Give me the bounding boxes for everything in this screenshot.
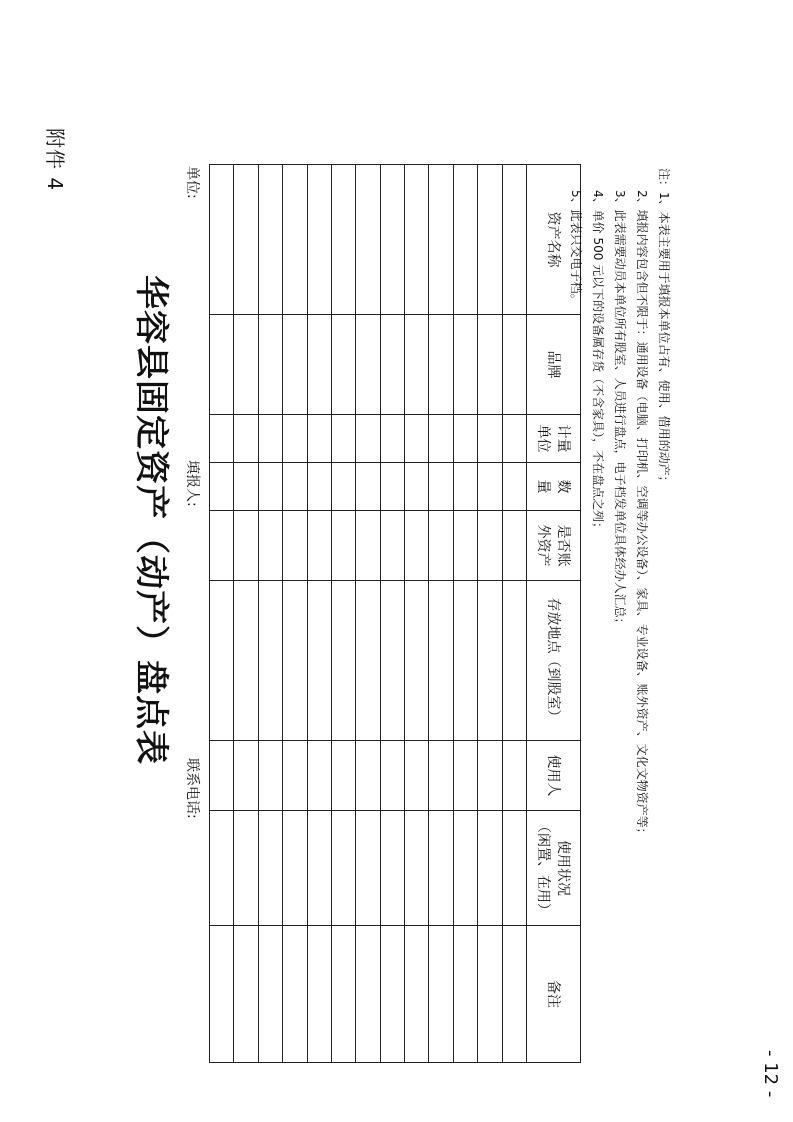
table-cell <box>258 315 282 415</box>
table-cell <box>502 926 526 1063</box>
table-cell <box>405 463 429 511</box>
table-cell <box>356 581 380 741</box>
table-cell <box>429 463 453 511</box>
table-cell <box>234 926 258 1063</box>
table-cell <box>405 926 429 1063</box>
table-cell <box>307 926 331 1063</box>
note-item: 3、此表需要动员本单位所有股室、人员进行盘点，电子档发单位具体经办人汇总； <box>613 190 627 630</box>
table-cell <box>429 741 453 811</box>
table-cell <box>405 315 429 415</box>
table-cell <box>478 415 502 463</box>
table-cell <box>478 165 502 315</box>
column-header-unit: 计量 单位 <box>527 415 581 463</box>
table-cell <box>283 511 307 581</box>
note-item: 2、填报内容包含但不限于：通用设备（电脑、打印机、空调等办公设备）、家具、专业设备、账外资产、文化文物资产等； <box>635 190 649 840</box>
table-row <box>234 165 258 1063</box>
table-cell <box>478 741 502 811</box>
table-cell <box>380 741 404 811</box>
table-row <box>502 165 526 1063</box>
table-cell <box>283 463 307 511</box>
table-cell <box>332 315 356 415</box>
table-cell <box>332 741 356 811</box>
table-cell <box>356 415 380 463</box>
table-cell <box>258 511 282 581</box>
table-row <box>453 165 477 1063</box>
table-cell <box>234 581 258 741</box>
table-cell <box>356 463 380 511</box>
table-row <box>478 165 502 1063</box>
table-cell <box>502 811 526 926</box>
filler-label: 填报人: <box>184 460 200 507</box>
column-header-location: 存放地点（到股室） <box>527 581 581 741</box>
table-cell <box>380 165 404 315</box>
table-cell <box>405 165 429 315</box>
table-cell <box>478 315 502 415</box>
table-cell <box>283 165 307 315</box>
table-cell <box>210 315 235 415</box>
table-cell <box>453 463 477 511</box>
table-row <box>380 165 404 1063</box>
table-cell <box>356 741 380 811</box>
table-cell <box>502 581 526 741</box>
table-cell <box>234 165 258 315</box>
note-item: 4、单价 500 元以下的设备属存货（不含家具），不在盘点之列； <box>591 190 605 535</box>
table-cell <box>453 811 477 926</box>
table-cell <box>234 463 258 511</box>
unit-label: 单位: <box>184 166 200 199</box>
table-cell <box>283 315 307 415</box>
column-header-quantity: 数 量 <box>527 463 581 511</box>
column-header-user: 使用人 <box>527 741 581 811</box>
table-cell <box>210 165 235 315</box>
table-cell <box>478 926 502 1063</box>
table-cell <box>356 811 380 926</box>
table-row <box>356 165 380 1063</box>
note-item: 5、此表只交电子档。 <box>569 190 583 306</box>
table-cell <box>258 165 282 315</box>
table-row <box>210 165 235 1063</box>
table-cell <box>356 926 380 1063</box>
page-number: - 12 - <box>760 1050 781 1098</box>
table-cell <box>307 463 331 511</box>
table-cell <box>380 315 404 415</box>
table-cell <box>429 165 453 315</box>
table-cell <box>234 315 258 415</box>
table-cell <box>307 415 331 463</box>
table-cell <box>332 415 356 463</box>
table-cell <box>380 581 404 741</box>
table-cell <box>332 511 356 581</box>
table-cell <box>453 315 477 415</box>
table-cell <box>356 511 380 581</box>
table-cell <box>356 165 380 315</box>
table-cell <box>332 581 356 741</box>
table-cell <box>283 811 307 926</box>
table-cell <box>307 165 331 315</box>
table-cell <box>502 165 526 315</box>
table-cell <box>234 511 258 581</box>
table-cell <box>405 581 429 741</box>
table-cell <box>429 415 453 463</box>
table-cell <box>380 511 404 581</box>
table-cell <box>502 741 526 811</box>
table-cell <box>210 741 235 811</box>
table-cell <box>429 315 453 415</box>
table-cell <box>478 463 502 511</box>
table-cell <box>258 463 282 511</box>
table-cell <box>380 415 404 463</box>
table-cell <box>210 581 235 741</box>
table-cell <box>405 811 429 926</box>
table-cell <box>405 741 429 811</box>
table-cell <box>332 165 356 315</box>
table-cell <box>283 741 307 811</box>
table-cell <box>332 463 356 511</box>
column-header-status: 使用状况 （闲置、在用） <box>527 811 581 926</box>
table-cell <box>356 315 380 415</box>
attachment-label: 附件 4 <box>43 128 67 192</box>
table-cell <box>332 811 356 926</box>
table-cell <box>380 811 404 926</box>
phone-label: 联系电话: <box>184 758 200 819</box>
table-row <box>332 165 356 1063</box>
table-cell <box>283 926 307 1063</box>
table-row <box>405 165 429 1063</box>
table-cell <box>453 741 477 811</box>
table-cell <box>332 926 356 1063</box>
table-cell <box>405 511 429 581</box>
table-cell <box>502 463 526 511</box>
table-cell <box>210 463 235 511</box>
table-cell <box>283 581 307 741</box>
table-cell <box>429 511 453 581</box>
table-cell <box>307 811 331 926</box>
table-cell <box>478 511 502 581</box>
table-cell <box>258 581 282 741</box>
column-header-off-book: 是否账 外资产 <box>527 511 581 581</box>
table-cell <box>380 463 404 511</box>
table-row <box>258 165 282 1063</box>
table-cell <box>429 581 453 741</box>
table-cell <box>234 415 258 463</box>
table-cell <box>453 926 477 1063</box>
note-item: 注：1、本表主要用于填报本单位占有、使用、借用的动产； <box>657 168 671 488</box>
table-cell <box>453 511 477 581</box>
column-header-remarks: 备注 <box>527 926 581 1063</box>
page-title: 华容县固定资产（动产）盘点表 <box>131 275 171 765</box>
table-cell <box>429 811 453 926</box>
table-row <box>429 165 453 1063</box>
table-cell <box>210 811 235 926</box>
column-header-asset-name: 资产名称 <box>527 165 581 315</box>
table-cell <box>478 811 502 926</box>
table-cell <box>405 415 429 463</box>
asset-inventory-table <box>209 164 581 1063</box>
table-row <box>307 165 331 1063</box>
table-cell <box>258 811 282 926</box>
table-cell <box>283 415 307 463</box>
table-cell <box>234 741 258 811</box>
table-cell <box>307 741 331 811</box>
column-header-brand: 品牌 <box>527 315 581 415</box>
table-cell <box>307 511 331 581</box>
table-cell <box>307 581 331 741</box>
table-cell <box>210 415 235 463</box>
table-cell <box>210 511 235 581</box>
table-cell <box>502 511 526 581</box>
table-cell <box>234 811 258 926</box>
table-cell <box>478 581 502 741</box>
table-cell <box>502 315 526 415</box>
table-cell <box>429 926 453 1063</box>
table-cell <box>453 415 477 463</box>
table-cell <box>258 926 282 1063</box>
table-cell <box>380 926 404 1063</box>
table-cell <box>258 415 282 463</box>
table-cell <box>453 165 477 315</box>
table-cell <box>453 581 477 741</box>
table-cell <box>210 926 235 1063</box>
table-cell <box>307 315 331 415</box>
table-cell <box>502 415 526 463</box>
table-row <box>283 165 307 1063</box>
table-cell <box>258 741 282 811</box>
